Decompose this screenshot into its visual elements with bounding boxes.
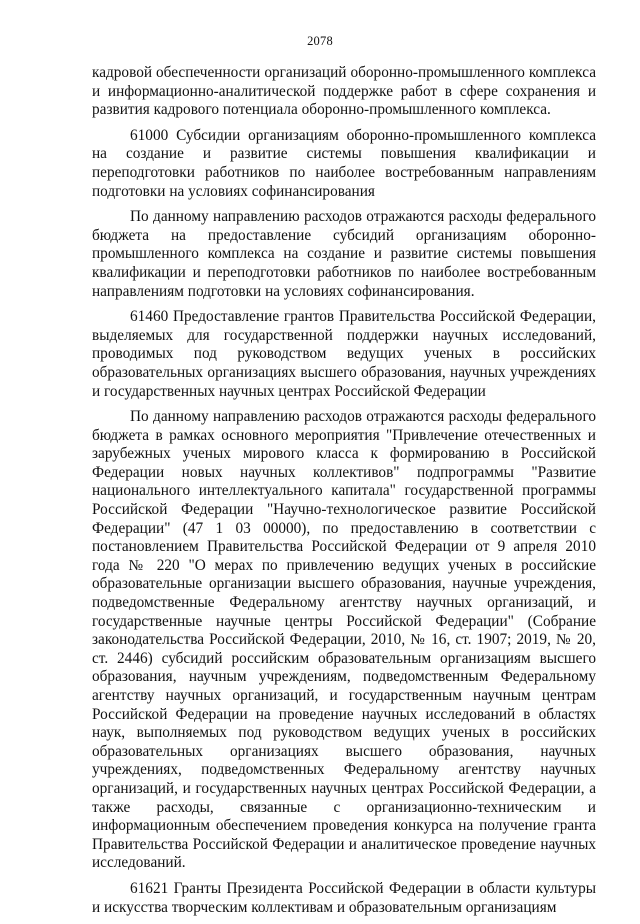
page-number: 2078 bbox=[307, 34, 333, 48]
paragraph-continuation: кадровой обеспеченности организаций оборонно-промышленного комплекса и информационно-аналитической поддержке работ в сфере сохранения и развития кадрового потенциала оборонно-промышленного комплекса. bbox=[92, 64, 596, 119]
document-body bbox=[92, 64, 596, 924]
paragraph-61000-description: По данному направлению расходов отражаются расходы федерального бюджета на предоставление субсидий организациям оборонно-промышленного комплекса на создание и развитие системы повышения квалификации и переподготовки работников по наиболее востребованным направлениям подготовки на условиях софинансирования. bbox=[92, 208, 596, 300]
paragraph-61460-description: По данному направлению расходов отражаются расходы федерального бюджета в рамках основного мероприятия "Привлечение отечественных и зарубежных ученых мирового класса к формированию в Российской Федерации новых научных коллективов" подпрограммы "Развитие национального интеллектуального капитала" государственной программы Российской Федерации "Научно-технологическое развитие Российской Федерации" (47 1 03 00000), по предоставлению в соответствии с постановлением Правительства Российской Федерации от 9 апреля 2010 года № 220 "О мерах по привлечению ведущих ученых в российские образовательные организации высшего образования, научные учреждения, подведомственные Федеральному агентству научных организаций, и государственные научные центры Российской Федерации" (Собрание законодательства Российской Федерации, 2010, № 16, ст. 1907; 2019, № 20, ст. 2446) субсидий российским образовательным организациям высшего образования, научным учреждениям, подведомственным Федеральному агентству научных организаций, и государственным научным центрам Российской Федерации на проведение научных исследований в областях наук, выполняемых под руководством ведущих ученых в российских образовательных организациях высшего образования, научных учреждениях, подведомственных Федеральному агентству научных организаций, и государственных научных центрах Российской Федерации, а также расходы, связанные с организационно-техническим и информационным обеспечением проведения конкурса на получение гранта Правительства Российской Федерации и аналитическое проведение научных исследований. bbox=[92, 408, 596, 872]
paragraph-code-61460: 61460 Предоставление грантов Правительства Российской Федерации, выделяемых для государственной поддержки научных исследований, проводимых под руководством ведущих ученых в российских образовательных организациях высшего образования, научных учреждениях и государственных научных центрах Российской Федерации bbox=[92, 308, 596, 400]
paragraph-code-61621: 61621 Гранты Президента Российской Федерации в области культуры и искусства творческим коллективам и образовательным организациям bbox=[92, 879, 596, 916]
paragraph-code-61000: 61000 Субсидии организациям оборонно-промышленного комплекса на создание и развитие системы повышения квалификации и переподготовки работников по наиболее востребованным направлениям подготовки на условиях софинансирования bbox=[92, 126, 596, 200]
